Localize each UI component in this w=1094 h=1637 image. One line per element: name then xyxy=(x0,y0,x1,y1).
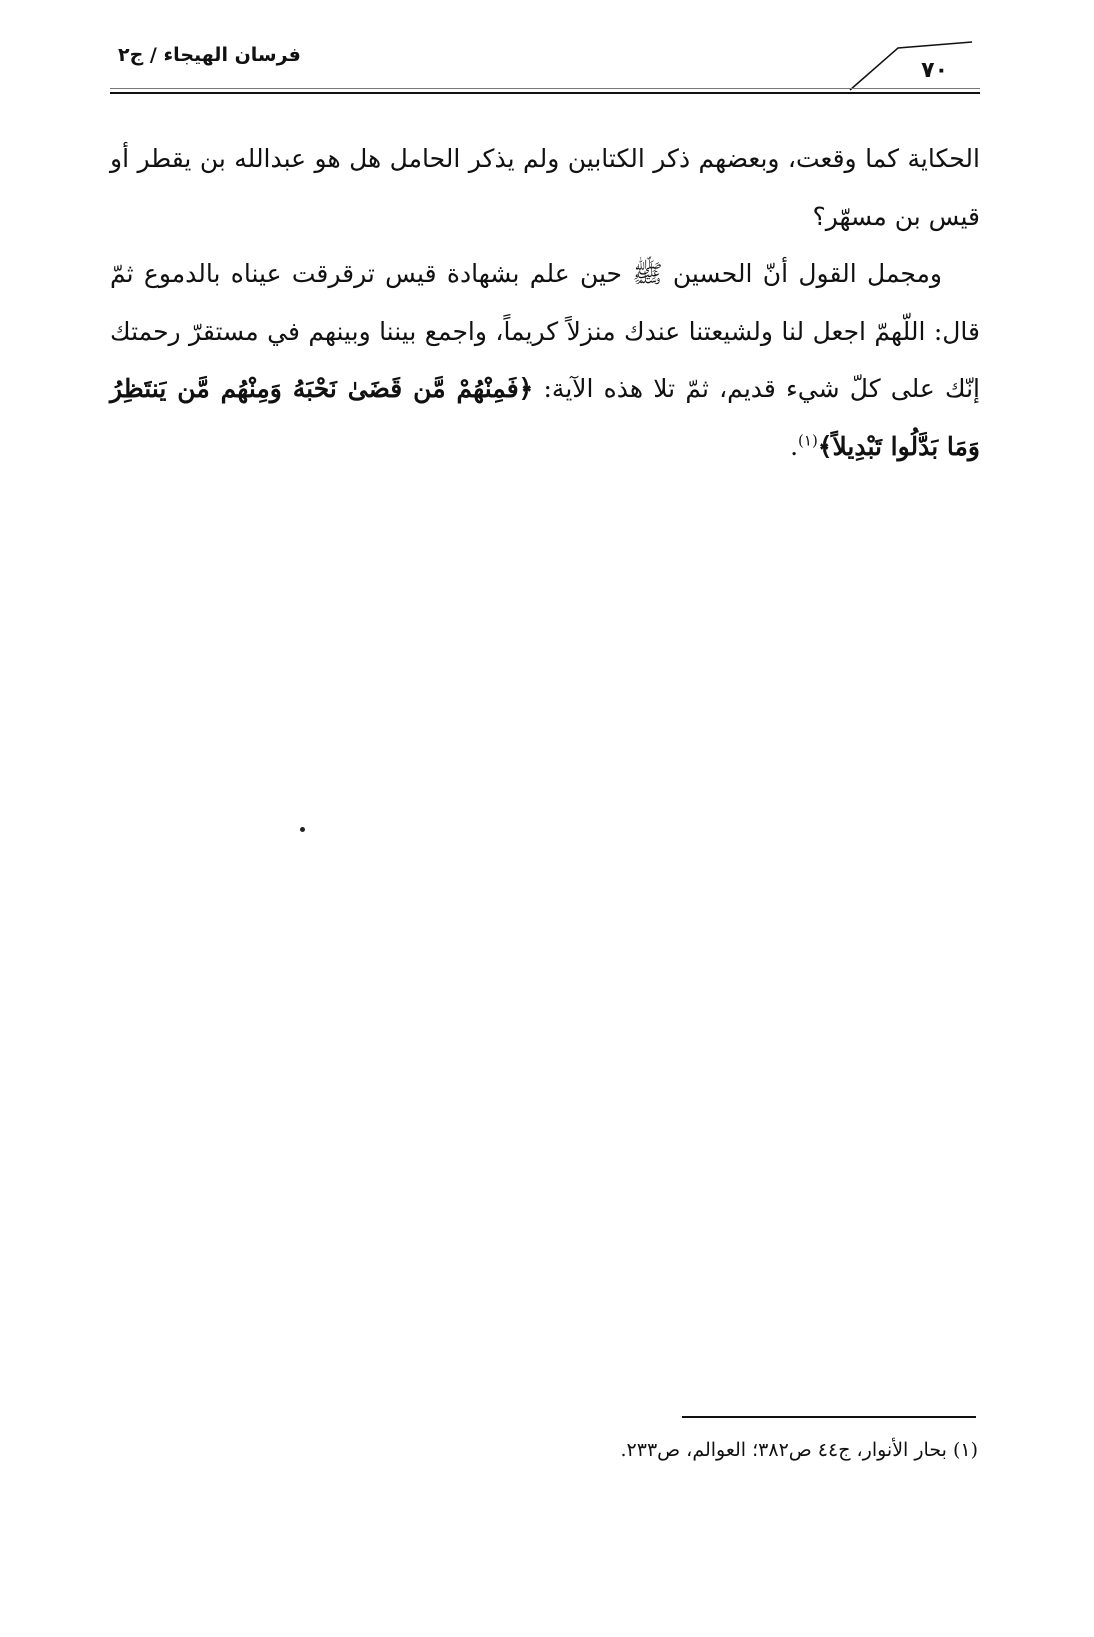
stray-dot xyxy=(300,827,305,832)
header-ornament-icon xyxy=(840,38,980,94)
paragraph-2-text: ومجمل القول أنّ الحسين ﷺ حين علم بشهادة قيس ترقرقت عيناه بالدموع ثمّ قال: اللّهمّ اجعل لنا ولشيعتنا عندك منزلاً كريماً، واجمع بيننا وبينهم في مستقرّ رحمتك إنّك على كلّ شيء قديم، ثمّ تلا هذه الآية: xyxy=(110,259,980,403)
quran-verse: ﴿فَمِنْهُمْ مَّن قَضَىٰ نَحْبَهُ وَمِنْهُم مَّن يَنتَظِرُ وَمَا بَدَّلُوا تَبْدِيلاً﴾ xyxy=(110,374,980,461)
paragraph-2 xyxy=(110,245,980,475)
header-rule xyxy=(110,92,980,94)
paragraph-1: الحكاية كما وقعت، وبعضهم ذكر الكتابين ولم يذكر الحامل هل هو عبدالله بن يقطر أو قيس بن مسهّر؟ xyxy=(110,144,980,231)
footnote-text: بحار الأنوار، ج٤٤ ص٣٨٢؛ العوالم، ص٢٣٣. xyxy=(620,1439,947,1461)
page-header xyxy=(110,38,980,98)
paragraph-2-end: . xyxy=(790,431,799,461)
footnote-reference: (١) xyxy=(798,431,818,450)
footnote-1 xyxy=(110,1436,978,1464)
footnote-separator xyxy=(682,1416,976,1418)
running-title: فرسان الهيجاء / ج٢ xyxy=(118,44,301,66)
main-text xyxy=(110,130,980,475)
page-number: ٧٠ xyxy=(921,58,948,83)
footnote-marker: (١) xyxy=(952,1439,978,1461)
header-rule-thin xyxy=(110,88,980,89)
